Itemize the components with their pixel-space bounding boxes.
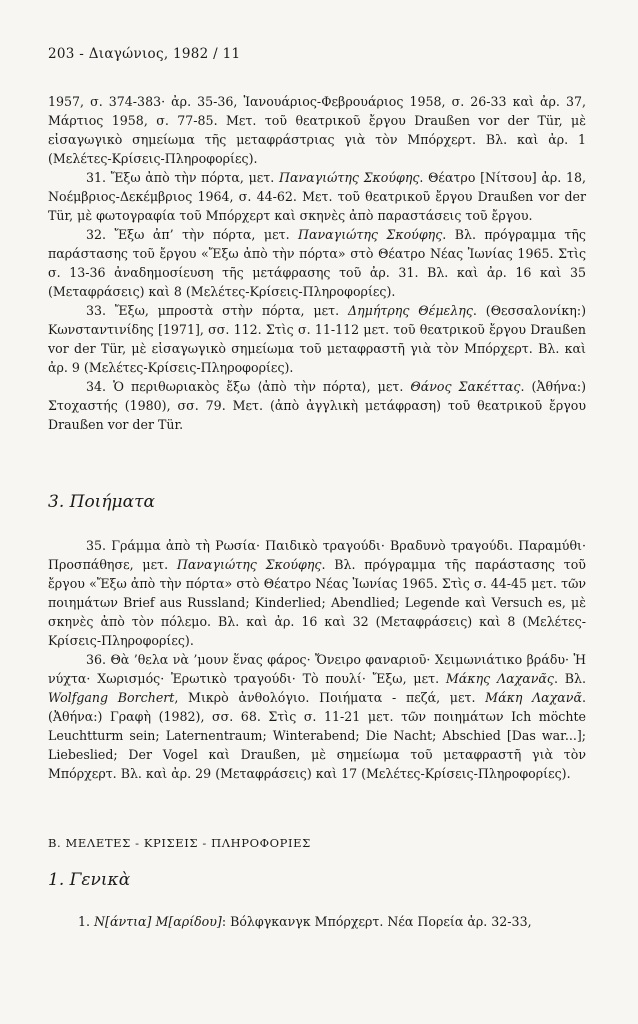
entry-35: 35. Γράμμα ἀπὸ τὴ Ρωσία· Παιδικὸ τραγούδι· Βραδυνὸ τραγούδι. Παραμύθι· Προσπάθησε, μετ. Παναγιώτης Σκούφης. Βλ. πρόγραμμα τῆς παράστασης τοῦ ἔργου «Ἔξω ἀπὸ τὴν πόρτα» στὸ Θέατρο Νέας Ἰωνίας 1965. Στὶς σ. 44-45 μετ. τῶν ποιημάτων Brief aus Russland; Kinderlied; Abendlied; Legende καὶ Versuch es, μὲ σκηνὲς ἀπὸ τὸν πόλεμο. Βλ. καὶ ἀρ. 16 καὶ 32 (Μεταφράσεις) καὶ 8 (Μελέτες-Κρίσεις-Πληροφορίες).	[48, 538, 586, 648]
section-poems-title: 3. Ποιήματα	[48, 492, 155, 512]
page-header: 203 - Διαγώνιος, 1982 / 11	[48, 46, 241, 62]
section-studies-title: Β. ΜΕΛΕΤΕΣ - ΚΡΙΣΕΙΣ - ΠΛΗΡΟΦΟΡΙΕΣ	[48, 836, 311, 850]
translator-name: Παναγιώτης Σκούφης	[176, 557, 322, 572]
translator-name: Μάκη Λαχανᾶ	[485, 690, 582, 705]
author-name: N[άντια] M[αρίδου]	[94, 914, 222, 929]
poems-list	[48, 536, 586, 783]
entry-studies-1: 1. N[άντια] M[αρίδου]: Βόλφγκανγκ Μπόρχερτ. Νέα Πορεία ἀρ. 32-33,	[78, 914, 532, 929]
entry-36: 36. Θὰ ’θελα νὰ ’μουν ἕνας φάρος· Ὄνειρο φαναριοῦ· Χειμωνιάτικο βράδυ· Ἡ νύχτα· Χωρισμός· Ἐρωτικὸ τραγούδι· Τὸ πουλί· Ἔξω, μετ. Μάκης Λαχανᾶς. Βλ. Wolfgang Borchert, Μικρὸ ἀνθολόγιο. Ποιήματα - πεζά, μετ. Μάκη Λαχανᾶ. (Ἀθήνα:) Γραφὴ (1982), σσ. 68. Στὶς σ. 11-21 μετ. τῶν ποιημάτων Ich möchte Leuchtturm sein; Laternentraum; Winterabend; Die Nacht; Abschied [Das war...]; Liebeslied; Der Vogel καὶ Draußen, μὲ σημείωμα τοῦ μεταφραστῆ γιὰ τὸν Μπόρχερτ. Βλ. καὶ ἀρ. 29 (Μεταφράσεις) καὶ 17 (Μελέτες-Κρίσεις-Πληροφορίες).	[48, 652, 586, 781]
translator-name: Παναγιώτης Σκούφης	[298, 227, 443, 242]
entry-34: 34. Ὁ περιθωριακὸς ἔξω ⟨ἀπὸ τὴν πόρτα⟩, μετ. Θάνος Σακέττας. (Ἀθήνα:) Στοχαστής (1980), σσ. 79. Μετ. (ἀπὸ ἀγγλικὴ μετάφραση) τοῦ θεατρικοῦ ἔργου Draußen vor der Tür.	[48, 379, 586, 432]
entry-continuation: 1957, σ. 374-383· ἀρ. 35-36, Ἰανουάριος-Φεβρουάριος 1958, σ. 26-33 καὶ ἀρ. 37, Μάρτιος 1958, σ. 77-85. Μετ. τοῦ θεατρικοῦ ἔργου Draußen vor der Tür, μὲ εἰσαγωγικὸ σημείωμα τῆς μεταφράστριας γιὰ τὸν Μπόρχερτ. Βλ. καὶ ἀρ. 1 (Μελέτες-Κρίσεις-Πληροφορίες).	[48, 94, 586, 166]
translator-name: Δημήτρης Θέμελης	[348, 303, 473, 318]
translations-list	[48, 92, 586, 434]
translator-name: Θάνος Σακέττας	[410, 379, 521, 394]
author-name: Wolfgang Borchert	[48, 690, 175, 705]
entry-32: 32. Ἔξω ἀπ’ τὴν πόρτα, μετ. Παναγιώτης Σκούφης. Βλ. πρόγραμμα τῆς παράστασης τοῦ ἔργου «Ἔξω ἀπὸ τὴν πόρτα» στὸ Θέατρο Νέας Ἰωνίας 1965. Στὶς σ. 13-36 ἀναδημοσίευση τῆς μετάφρασης τοῦ ἀρ. 31. Βλ. καὶ ἀρ. 16 καὶ 35 (Μεταφράσεις) καὶ 8 (Μελέτες-Κρίσεις-Πληροφορίες).	[48, 227, 586, 299]
section-general-title: 1. Γενικὰ	[48, 870, 131, 890]
translator-name: Παναγιώτης Σκούφης	[278, 170, 420, 185]
entry-31: 31. Ἔξω ἀπὸ τὴν πόρτα, μετ. Παναγιώτης Σκούφης. Θέατρο [Νίτσου] ἀρ. 18, Νοέμβριος-Δεκέμβριος 1964, σ. 44-62. Μετ. τοῦ θεατρικοῦ ἔργου Draußen vor der Tür, μὲ φωτογραφία τοῦ Μπόρχερτ καὶ σκηνὲς ἀπὸ παραστάσεις τοῦ ἔργου.	[48, 170, 586, 223]
entry-33: 33. Ἔξω, μπροστὰ στὴν πόρτα, μετ. Δημήτρης Θέμελης. (Θεσσαλονίκη:) Κωνσταντινίδης [1971], σσ. 112. Στὶς σ. 11-112 μετ. τοῦ θεατρικοῦ ἔργου Draußen vor der Tür, μὲ εἰσαγωγικὸ σημείωμα τοῦ μεταφραστῆ γιὰ τὸν Μπόρχερτ. Βλ. καὶ ἀρ. 9 (Μελέτες-Κρίσεις-Πληροφορίες).	[48, 303, 587, 375]
translator-name: Μάκης Λαχανᾶς	[445, 671, 554, 686]
